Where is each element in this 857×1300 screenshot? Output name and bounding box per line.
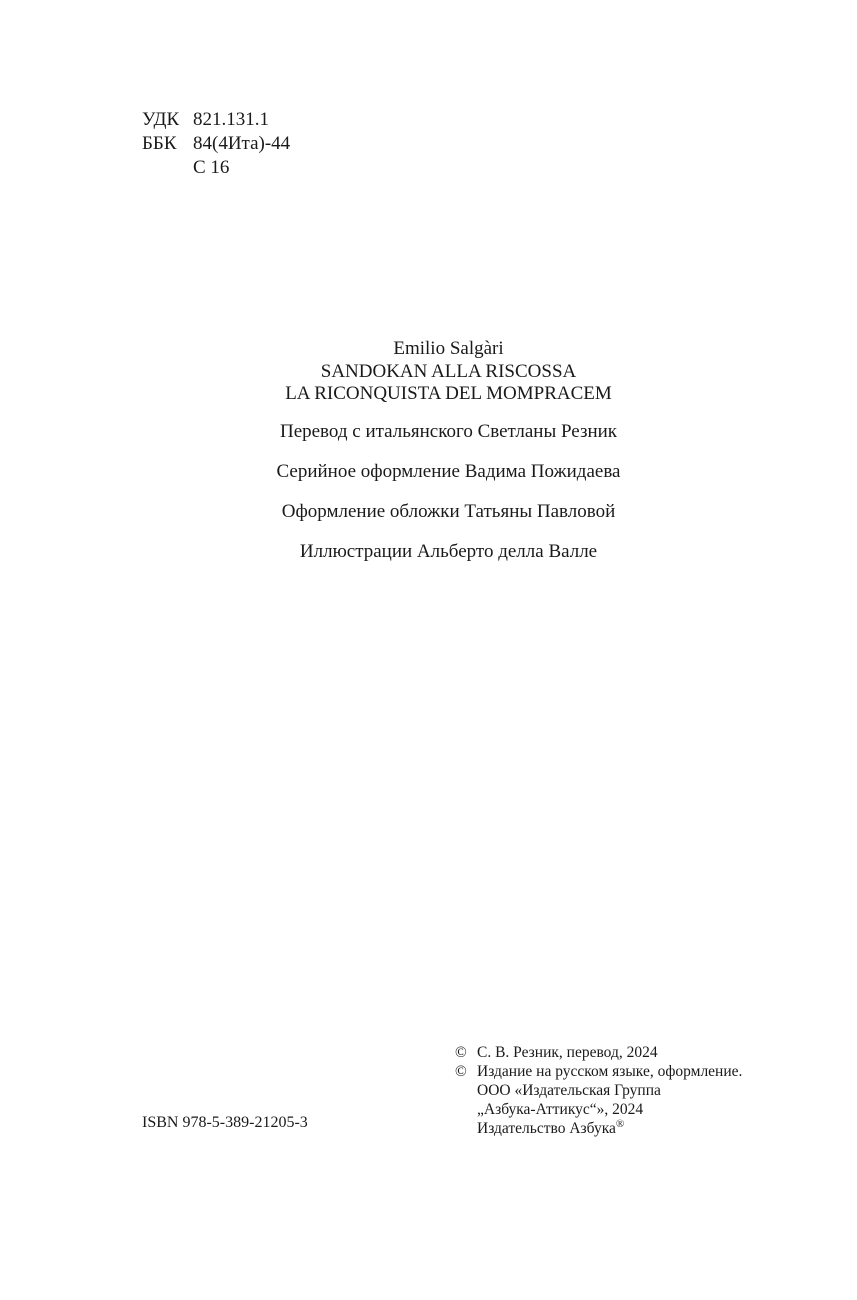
- publisher-name: Издательство Азбука: [477, 1120, 616, 1137]
- udk-label: УДК: [142, 109, 180, 130]
- bbk-label: ББК: [142, 133, 177, 154]
- isbn: ISBN 978-5-389-21205-3: [142, 1114, 308, 1131]
- udk-value: 821.131.1: [193, 109, 269, 130]
- title-block: [0, 338, 857, 563]
- copyright-text: Издание на русском языке, оформление.: [477, 1063, 743, 1080]
- bbk-value: 84(4Ита)-44: [193, 133, 291, 154]
- copyright-line: [455, 1100, 742, 1119]
- author-mark: С 16: [193, 157, 230, 178]
- copyright-text: „Азбука-Аттикус“», 2024: [477, 1101, 644, 1118]
- copyright-sign: ©: [455, 1044, 467, 1061]
- credit-cover-design: Оформление обложки Татьяны Павловой: [281, 500, 616, 522]
- copyright-line: [455, 1043, 742, 1062]
- registered-mark: ®: [615, 1117, 625, 1130]
- copyright-text: ООО «Издательская Группа: [477, 1082, 661, 1099]
- copyright-sign: ©: [455, 1063, 467, 1080]
- bbk-row: [142, 132, 290, 156]
- copyright-text: С. В. Резник, перевод, 2024: [477, 1044, 658, 1061]
- library-classification: [142, 108, 290, 180]
- credit-series-design: Серийное оформление Вадима Пожидаева: [276, 460, 621, 482]
- udk-row: [142, 108, 290, 132]
- original-author: Emilio Salgàri: [393, 338, 504, 359]
- copyright-block: [455, 1043, 742, 1138]
- original-title-line-1: SANDOKAN ALLA RISCOSSA: [320, 360, 577, 382]
- copyright-line: [455, 1119, 742, 1138]
- credit-translation: Перевод с итальянского Светланы Резник: [279, 420, 618, 442]
- copyright-line: [455, 1062, 742, 1081]
- credits-list: [0, 421, 857, 563]
- credit-illustrations: Иллюстрации Альберто делла Валле: [299, 540, 598, 562]
- copyright-line: [455, 1081, 742, 1100]
- author-mark-row: [142, 156, 290, 180]
- original-title-line-2: LA RICONQUISTA DEL MOMPRACEM: [285, 383, 612, 404]
